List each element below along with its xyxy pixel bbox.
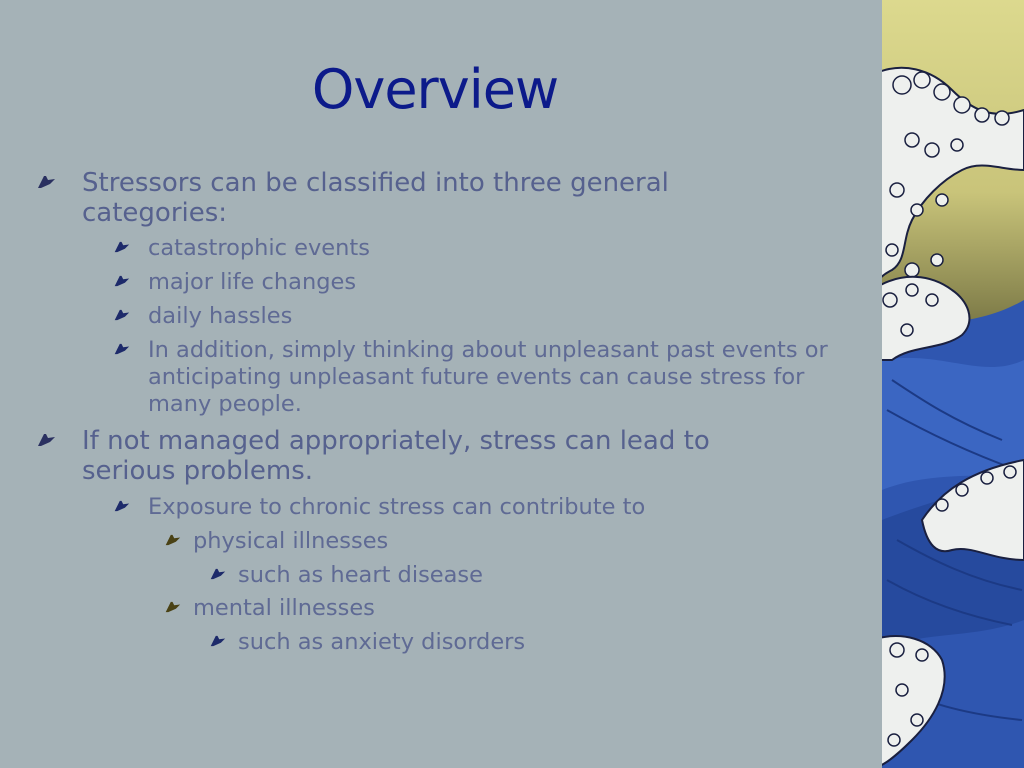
- bullet-text: major life changes: [148, 269, 357, 295]
- flag-bullet-icon: [209, 568, 226, 580]
- bullet-item: [113, 269, 828, 296]
- bullet-text: If not managed appropriately, stress can lead to serious problems.: [82, 426, 710, 486]
- flag-bullet-icon: [164, 534, 181, 546]
- flag-bullet-icon: [113, 500, 130, 512]
- bullet-text: physical illnesses: [193, 528, 389, 554]
- bullet-item: [113, 337, 828, 418]
- bullet-text: such as anxiety disorders: [238, 629, 526, 655]
- bullet-item: [164, 595, 375, 622]
- bullet-text: catastrophic events: [148, 235, 370, 261]
- flag-bullet-icon: [36, 175, 56, 189]
- bullet-text: In addition, simply thinking about unpleasant past events or anticipating unpleasant future events can cause stress for many people.: [148, 337, 828, 417]
- bullet-item: [36, 168, 802, 228]
- bullet-text: daily hassles: [148, 303, 293, 329]
- flag-bullet-icon: [164, 601, 181, 613]
- bullet-item: [36, 426, 802, 486]
- bullet-item: [113, 235, 828, 262]
- bullet-item: [209, 562, 483, 589]
- bullet-text: Exposure to chronic stress can contribute to: [148, 494, 646, 520]
- bullet-item: [209, 629, 525, 656]
- flag-bullet-icon: [113, 275, 130, 287]
- bullet-text: mental illnesses: [193, 595, 375, 621]
- flag-bullet-icon: [113, 343, 130, 355]
- flag-bullet-icon: [113, 309, 130, 321]
- bullet-item: [113, 303, 828, 330]
- flag-bullet-icon: [209, 635, 226, 647]
- bullet-item: [113, 494, 828, 521]
- flag-bullet-icon: [113, 241, 130, 253]
- bullet-text: Stressors can be classified into three general categories:: [82, 168, 669, 228]
- great-wave-decoration: [882, 0, 1024, 768]
- bullet-text: such as heart disease: [238, 562, 483, 588]
- flag-bullet-icon: [36, 433, 56, 447]
- bullet-item: [164, 528, 388, 555]
- slide-title: Overview: [311, 58, 559, 121]
